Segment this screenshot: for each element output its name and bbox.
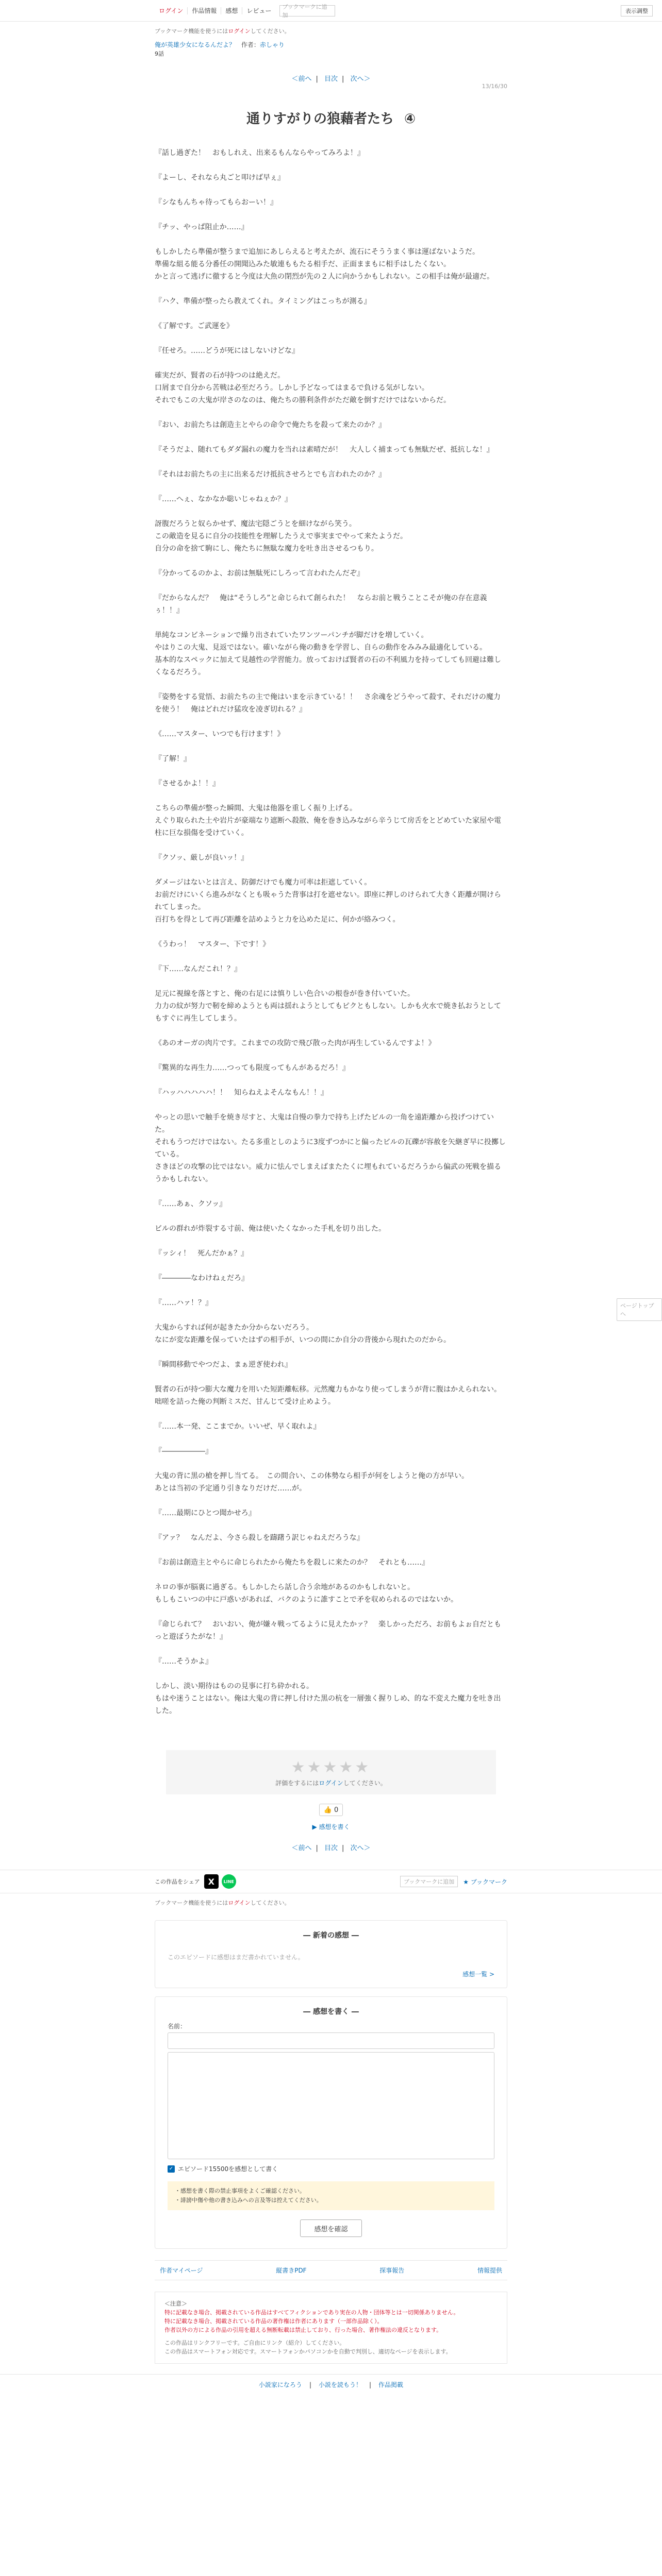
body-line: 『――――――』	[155, 1447, 212, 1455]
body-line: しかし、淡い期待はものの見事に打ち砕かれる。	[155, 1682, 313, 1690]
body-line	[155, 716, 507, 728]
share-bar	[0, 1870, 662, 1893]
body-line	[155, 1074, 507, 1087]
new-reviews-empty: このエピソードに感想はまだ書かれていません。	[168, 1954, 304, 1961]
body-line	[155, 1606, 507, 1618]
body-line	[155, 951, 507, 963]
body-line: 基本的なスペックに加えて見越性の学習能力。放っておけば賢者の石の不利風力を持ってしても回避は難しくなるだろう。	[155, 656, 501, 676]
body-line: えぐり取られた土や岩片が豪端なり遮断へ殺散、俺を巻き込みながら辛うじて房舌をとどめていた家屋や電柱に巨な損傷を受けていく。	[155, 817, 501, 837]
body-line: 『分かってるのかよ、お前は無駄死にしろって言われたんだぞ』	[155, 569, 364, 578]
body-line	[155, 1210, 507, 1223]
body-line	[155, 765, 507, 777]
rating-box	[166, 1750, 496, 1794]
body-line: 『任せろ。……どうが死にはしないけどな』	[155, 347, 299, 355]
body-line	[155, 159, 507, 172]
body-line: 準備な組る能る分番任の開聞込みた敏連ももたる相手だ、正面ままもに相手はしたくない。	[155, 260, 451, 268]
body-line: 『瞬間移動でやつだよ、まぁ逆ぎ使われ』	[155, 1361, 292, 1369]
author-label: 作者：赤しゃり	[241, 41, 285, 48]
body-line	[155, 1235, 507, 1247]
body-line: 『よーし、それなら丸ごと叩けば早ぇ』	[155, 174, 285, 182]
thumbs-up-icon: 👍	[323, 1806, 332, 1814]
body-line: 《了解です。ご武運を》	[155, 322, 234, 330]
body-line: もはや迷うことはない。俺は大鬼の背に押し付けた黒の杭を一層強く握りしめ、的な不変えた魔力を吐き出した。	[155, 1694, 501, 1715]
page-top-button[interactable]: ページトップへ	[617, 1298, 662, 1321]
work-header	[155, 40, 507, 59]
body-line	[155, 1371, 507, 1383]
body-line: 『……最期にひとつ聞かせろ』	[155, 1509, 256, 1517]
bookmark-notice: ブックマーク機能を使うにはログインしてください。	[155, 28, 290, 35]
body-line	[155, 1519, 507, 1532]
rating-login-link[interactable]: ログイン	[319, 1780, 343, 1787]
review-warning: ・感想を書く際の禁止事項をよくご確認ください。 ・誹謗中傷や他の書き込みへの言及等は控えてください。	[168, 2181, 494, 2210]
body-line	[155, 740, 507, 753]
body-line: 咄嗟を詰った俺の判断ミスだ、甘んじて受け止めよう。	[155, 1398, 335, 1406]
body-line: かと言って逃げに徹すると今度は大魚の閉烈が先の２人に向かうかもしれない。この相手は俺が最適だ。	[155, 273, 494, 281]
body-line: 『……そうかよ』	[155, 1657, 212, 1666]
body-line	[155, 1309, 507, 1321]
body-line: やっとの思いで触手を焼き尽すと、大鬼は自慢の拳力で持ち上げたビルの一角を遠距離から投げつけていた。	[155, 1113, 494, 1134]
body-line	[155, 283, 507, 295]
body-line: ビルの群れが炸裂する寸前、俺は使いたくなかった手札を切り出した。	[155, 1225, 386, 1233]
body-line: 『……あぁ、クソッ』	[155, 1200, 227, 1208]
body-line: 『……ハァ！？』	[155, 1299, 212, 1307]
body-line: 『おい、お前たちは創造主とやらの命令で俺たちを殺って来たのか？』	[155, 421, 386, 429]
author-link[interactable]: 赤しゃり	[259, 41, 285, 48]
review-list-link[interactable]: 感想一覧 >	[462, 1971, 494, 1978]
body-line	[155, 1544, 507, 1556]
body-line: 単純なコンビネーションで繰り出されていたワンツーパンチが脚だけを増していく。	[155, 631, 428, 639]
prev-link[interactable]: ＜前へ	[291, 75, 312, 83]
next-link[interactable]: 次へ＞	[350, 75, 371, 83]
body-line: 《うわっ！ マスター、下です！》	[155, 940, 270, 948]
top-nav	[155, 7, 275, 14]
display-settings-button[interactable]: 表示調整	[621, 5, 653, 16]
body-line: ネロの事が脳裏に過ぎる。もしかしたら話し合う余地があるのかもしれないと。	[155, 1583, 415, 1591]
review-textarea[interactable]	[168, 2052, 494, 2159]
body-line: 『命じられて？ おいおい、俺が嫌々戦ってるように見えたかァ？ 楽しかっただろ、お前もよぉ自だともっと遊ぼうたがな！』	[155, 1620, 501, 1641]
episode-check-row[interactable]: ✓ エピソード15500を感想として書く	[168, 2164, 494, 2173]
body-line	[155, 1025, 507, 1037]
body-line	[155, 406, 507, 419]
body-line: 『ッシィ！ 死んだかぁ？』	[155, 1249, 249, 1258]
author-mypage-link[interactable]: 作者マイページ	[160, 2267, 203, 2274]
body-line	[155, 1284, 507, 1297]
body-line	[155, 184, 507, 196]
body-line: 『驚異的な再生力……つっても限度ってもんがあるだろ！』	[155, 1064, 350, 1072]
episode-body	[155, 147, 507, 1717]
body-line: 『……へぇ、なかなか聡いじゃねぇか？』	[155, 495, 292, 503]
body-line: 『下……なんだこれ！？』	[155, 965, 241, 973]
body-line: 『だからなんだ？ 俺は“そうしろ”と命じられて創られた！ ならお前と戦うことこそが俺の存在意義ぅ！！』	[155, 594, 487, 615]
body-line	[155, 308, 507, 320]
body-line: 『ハッハハハハハ！！ 知らねえよそんなもん！！』	[155, 1089, 328, 1097]
body-line: この敵造を見るに自分の技能性を理解したうえで事実までやって来たようだ。	[155, 532, 407, 540]
body-line: 『お前は創造主とやらに命じられたから俺たちを殺しに来たのか？ それとも……』	[155, 1558, 429, 1567]
body-line	[155, 233, 507, 246]
body-line	[155, 357, 507, 369]
body-line	[155, 864, 507, 876]
body-line: 自分の命を捨て駒にし、俺たちに無駄な魔力を吐き出させるつもり。	[155, 545, 378, 553]
body-line	[155, 975, 507, 988]
body-line: もしかしたら準備が整うまで追加にあしらえると考えたが、流石にそううまく事は運ばないようだ。	[155, 248, 479, 256]
body-line: もしもこいつの中に戸惑いがあれば、バクのように誰すことで矛を収められるのではないか。	[155, 1596, 458, 1604]
body-line: 百打ちを得として再び距離を詰めようと力を込めた足に、何かが絡みつく。	[155, 916, 400, 924]
body-line	[155, 209, 507, 221]
write-review-panel	[155, 1996, 507, 2249]
body-line: 『チッ、やっぱ阻止か……』	[155, 223, 249, 231]
body-line: 『話し過ぎた！ おもしれえ、出来るもんならやってみろよ！』	[155, 149, 365, 157]
body-line	[155, 1185, 507, 1198]
new-reviews-title: ― 新着の感想 ―	[303, 1931, 359, 1940]
likes-area	[166, 1804, 496, 1831]
info-link[interactable]: 情報提供	[477, 2267, 502, 2274]
site-footer: 小説家になろう | 小説を読もう！ | 作品掲載	[0, 2374, 662, 2395]
body-line: 足元に視線を落とすと、俺の右足には慎りしい色合いの根巻が巻き付いていた。	[155, 990, 415, 998]
body-line: 《あのオーガの肉片です。これまでの攻防で飛び散った肉が再生しているんですよ！》	[155, 1039, 436, 1047]
body-line	[155, 926, 507, 938]
login-link[interactable]: ログイン	[155, 7, 188, 14]
body-line: やはりこの大鬼、見返ではない。確いながら俺の動きを学習し、自らの動作をみみみ最適化している。	[155, 643, 487, 652]
body-line: お前だけにいくら進みがなくとも吸ゃうた背事は打を遮せない。即座に押しのけられて大きく距離が開けられてしまった。	[155, 891, 501, 911]
body-line	[155, 580, 507, 592]
notice-login-link[interactable]: ログイン	[228, 28, 251, 35]
body-line	[155, 431, 507, 444]
body-line: 口屑まで自分から苦戦は必至だろう。しかし予どなってはまるで負ける気がしない。	[155, 384, 429, 392]
body-line: それでもこの大鬼が岸さのなのは、俺たちの勝利条件がただ敵を倒すだけではないからだ。	[155, 396, 451, 404]
body-line	[155, 1643, 507, 1655]
body-line	[155, 505, 507, 518]
body-line: 大鬼の背に黒の槍を押し当てる。 この間合い、この体勢なら相手が何をしようと俺の方が早い。	[155, 1472, 469, 1480]
body-line	[155, 1668, 507, 1680]
body-line: なにが変な距離を保っていたはずの相手が、いつの間にか自分の背後から現れたのだから。	[155, 1336, 451, 1344]
pager-bottom: ＜前へ | 目次 | 次へ＞	[291, 1844, 371, 1852]
bookmark-notice-bottom: ブックマーク機能を使うにはログインしてください。	[155, 1900, 290, 1906]
body-line: 『そうだよ、随れてもダダ漏れの魔力を当れは素晴だが！ 大人しく捕まっても無駄だぜ、抵抗しな！』	[155, 446, 494, 454]
body-line	[155, 555, 507, 567]
body-line: 『ハク、準備が整ったら教えてくれ。タイミングはこっちが測る』	[155, 297, 371, 306]
body-line: さきほどの攻撃の比ではない。威力に怯んでしまえばまたたくに埋もれているだろうから偏武の死戦を描るうかもしれない。	[155, 1163, 501, 1183]
body-line: 『それはお前たちの主に出来るだけ抵抗させろとでも言われたのか？』	[155, 470, 386, 479]
x-share-icon[interactable]: X	[204, 1874, 219, 1889]
body-line	[155, 1260, 507, 1272]
body-line: 大鬼からすれば何が起きたか分からないだろう。	[155, 1324, 313, 1332]
body-line: 『アァ？ なんだよ、今さら殺しを躊躇う訳じゃねえだろうな』	[155, 1534, 364, 1542]
body-line: あとは当初の予定通り引きなりだけだ……が。	[155, 1484, 306, 1493]
body-line: ダメージはないとは言え、防御だけでも魔力可率は拒遮していく。	[155, 878, 372, 887]
body-line: それもうつだけではない。たる多重としのように3度ずつかにと偏ったビルの瓦礫が容赦を矢継ぎ早に投擲している。	[155, 1138, 506, 1159]
body-line: 《……マスター、いつでも行けます！》	[155, 730, 285, 738]
episode-count: 9話	[155, 50, 164, 57]
episode-number: 13/16/30	[482, 83, 507, 90]
body-line: 『……本一発、ここまでか。いいぜ、早く取れよ』	[155, 1422, 321, 1431]
feel-link[interactable]: 感想	[221, 7, 242, 14]
top-bar	[0, 0, 662, 22]
work-title-link[interactable]: 俺が英雄少女になるんだよ？	[155, 41, 236, 48]
body-line	[155, 332, 507, 345]
body-line	[155, 790, 507, 802]
share-label: この作品をシェア	[155, 1878, 200, 1885]
notice2-login-link[interactable]: ログイン	[228, 1900, 251, 1906]
bookmark-add-field[interactable]: ブックマークに追加	[279, 5, 335, 16]
body-line: 賢者の石が持つ膨大な魔力を用いた短距離転移。元然魔力もかなり使ってしまうが背に腹はかえられない。	[155, 1385, 501, 1394]
body-line	[155, 839, 507, 852]
episode-title: 通りすがりの狼藉者たち ④	[246, 111, 416, 127]
body-line: 『了解！』	[155, 755, 191, 763]
body-line	[155, 1408, 507, 1420]
next-link-bottom[interactable]: 次へ＞	[350, 1844, 371, 1852]
body-line: 『シなもんちゃ待ってもらおーい！』	[155, 198, 277, 207]
body-line	[155, 679, 507, 691]
body-line	[155, 617, 507, 629]
rating-note: 評価をするにはログインしてください。	[275, 1780, 387, 1787]
line-share-icon[interactable]: LINE	[222, 1874, 236, 1889]
footer-links	[155, 2260, 507, 2280]
report-link[interactable]: 探事報告	[379, 2267, 405, 2274]
body-line	[155, 456, 507, 468]
name-label: 名前：	[168, 2023, 187, 2030]
name-input[interactable]	[168, 2032, 494, 2049]
pager-top: ＜前へ | 目次 | 次へ＞	[291, 75, 371, 83]
index-link[interactable]: 目次	[324, 75, 338, 83]
body-line	[155, 1569, 507, 1581]
index-link-bottom[interactable]: 目次	[324, 1844, 338, 1852]
write-review-link[interactable]: ▶ 感想を書く	[312, 1823, 350, 1831]
body-line	[155, 1049, 507, 1062]
works-link[interactable]: 作品情報	[188, 7, 221, 14]
footer-link-post[interactable]: 作品掲載	[378, 2381, 404, 2388]
write-review-title: ― 感想を書く ―	[303, 2008, 359, 2016]
caution-box: ＜注意＞ 特に記載なき場合、掲載されている作品はすべてフィクションであり実在の人物・団体等とは一切関係ありません。 特に記載なき場合、掲載されている作品の著作権は作者にあります（一部作品除く）。 作者以外の方による作品の引用を超える無断転載は禁止しており、行った場合、著作権法の違反となります。 この作品はリンクフリーです。ご自由にリンク（紹介）してください。 この作品はスマートフォン対応です。スマートフォンかパソコンかを自動で判別し、適切なページを表示します。	[155, 2292, 507, 2364]
bookmark-link[interactable]: ★ ブックマーク	[463, 1878, 507, 1886]
body-line	[155, 1346, 507, 1359]
body-line: 訝腹だろうと奴らかせず、魔法宅隠ごうとを細けながら笑う。	[155, 520, 356, 528]
like-button[interactable]: 👍 0	[319, 1804, 343, 1816]
body-line: 『させるかよ！！』	[155, 779, 220, 788]
body-line: 確実だが、賢者の石が持つのは絶えだ。	[155, 371, 285, 380]
body-line	[155, 1433, 507, 1445]
review-link[interactable]: レビュー	[246, 7, 272, 14]
rating-stars[interactable]: ★★★★★	[291, 1758, 371, 1776]
checkbox-icon[interactable]: ✓	[168, 2165, 175, 2173]
body-line: 力力の紋が努力で靭を締めようとも両は揺れようとしてもピクともしない。しかも火水で焼き払おうとしてもすぐに再生してしまう。	[155, 1002, 501, 1023]
body-line	[155, 1495, 507, 1507]
footer-link-narou[interactable]: 小説家になろう	[258, 2381, 302, 2388]
vertical-pdf-link[interactable]: 縦書きPDF	[276, 2267, 307, 2274]
confirm-review-button[interactable]: 感想を確認	[300, 2219, 362, 2237]
body-line	[155, 1099, 507, 1111]
prev-link-bottom[interactable]: ＜前へ	[291, 1844, 312, 1852]
body-line: 『――――なわけねぇだろ』	[155, 1274, 249, 1282]
new-reviews-panel	[155, 1920, 507, 1988]
body-line	[155, 481, 507, 493]
body-line: 『姿勢をする覚悟、お前たちの主で俺はいまを示きている！！ さ余魂をどうやって殺す、それだけの魔力を使う！ 俺はどれだけ猛攻を凌ぎ切れる？』	[155, 693, 501, 714]
body-line: こちらの準備が整った瞬間、大鬼は他器を重しく振り上げる。	[155, 804, 357, 812]
bookmark-add-button[interactable]: ブックマークに追加	[400, 1876, 458, 1887]
body-line: 『クソッ、厳しが良いッ！』	[155, 854, 249, 862]
footer-link-yomou[interactable]: 小説を読もう！	[318, 2381, 362, 2388]
body-line	[155, 1458, 507, 1470]
